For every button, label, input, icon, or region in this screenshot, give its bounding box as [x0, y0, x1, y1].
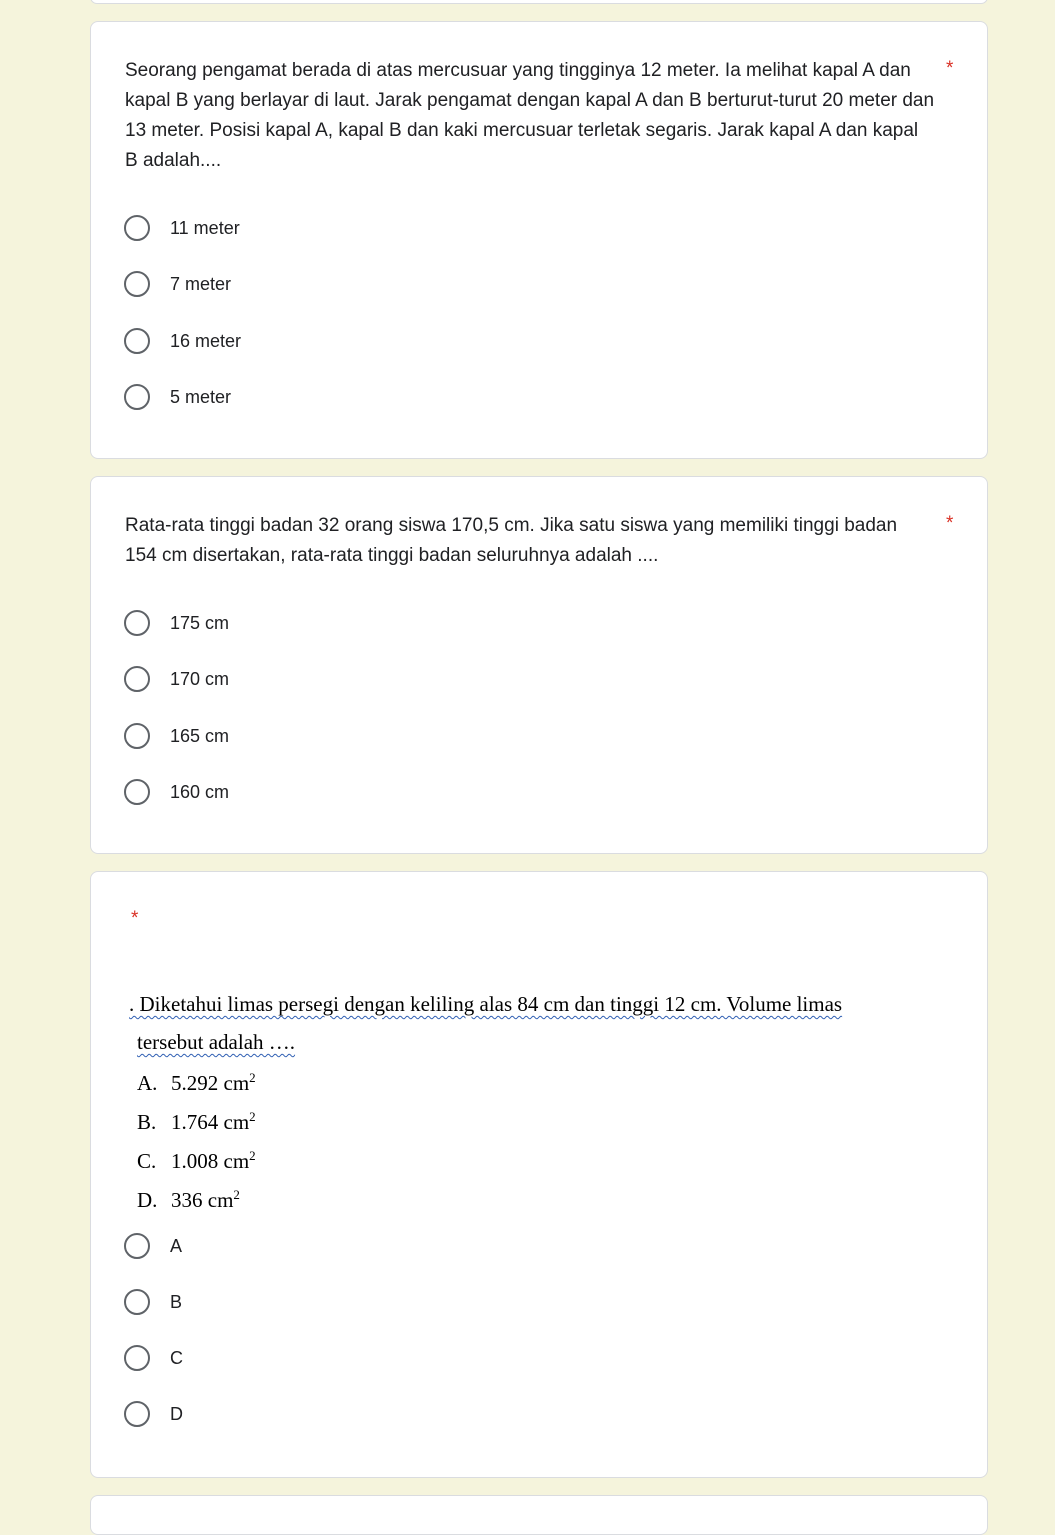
radio-circle-icon[interactable]	[124, 271, 150, 297]
option-radio[interactable]	[124, 1231, 182, 1261]
required-asterisk: *	[946, 58, 954, 79]
image-choice-a: A. 5.292 $cm^2$	[137, 1070, 256, 1095]
question-image-line-1: . Diketahui limas persegi dengan keliling alas 84 cm dan tinggi 12 cm. Volume limas	[129, 992, 843, 1016]
required-asterisk: *	[131, 908, 139, 929]
option-label: 165 cm	[170, 725, 230, 746]
option-radio[interactable]	[124, 213, 240, 243]
radio-circle-icon[interactable]	[124, 328, 150, 354]
option-label: B	[170, 1291, 183, 1312]
question-card-2	[90, 476, 988, 854]
required-asterisk: *	[946, 513, 954, 534]
question-text: Seorang pengamat berada di atas mercusuar yang tingginya 12 meter. Ia melihat kapal A dan kapal B yang berlayar di laut. Jarak pengamat dengan kapal A dan B berturut-turut 20 meter dan 13 meter. Posisi kapal A, kapal B dan kaki mercusuar terletak segaris. Jarak kapal A dan kapal B adalah....	[125, 60, 935, 171]
radio-circle-icon[interactable]	[124, 666, 150, 692]
next-question-card	[90, 1495, 988, 1535]
image-choice-c: C. 1.008 $cm^2$	[137, 1148, 256, 1173]
option-label: 170 cm	[170, 668, 230, 689]
option-label: A	[170, 1235, 183, 1256]
option-radio[interactable]	[124, 608, 229, 638]
option-label: 160 cm	[170, 781, 230, 802]
radio-circle-icon[interactable]	[124, 723, 150, 749]
option-radio[interactable]	[124, 1287, 182, 1317]
option-label: D	[170, 1403, 183, 1424]
radio-circle-icon[interactable]	[124, 1401, 150, 1427]
option-radio[interactable]	[124, 1343, 183, 1373]
radio-circle-icon[interactable]	[124, 779, 150, 805]
option-radio[interactable]	[124, 382, 231, 412]
option-radio[interactable]	[124, 664, 229, 694]
image-choice-b: B. 1.764 $cm^2$	[137, 1109, 256, 1134]
radio-circle-icon[interactable]	[124, 610, 150, 636]
radio-circle-icon[interactable]	[124, 1345, 150, 1371]
option-radio[interactable]	[124, 326, 241, 356]
option-label: 16 meter	[170, 330, 242, 351]
question-card-3	[90, 871, 988, 1478]
option-radio[interactable]	[124, 721, 229, 751]
question-image-line-2: tersebut adalah ….	[137, 1030, 296, 1054]
question-card-1	[90, 21, 988, 459]
radio-circle-icon[interactable]	[124, 215, 150, 241]
option-radio[interactable]	[124, 777, 229, 807]
option-label: 175 cm	[170, 612, 230, 633]
radio-circle-icon[interactable]	[124, 1233, 150, 1259]
option-label: 7 meter	[170, 273, 232, 294]
option-radio[interactable]	[124, 1399, 183, 1429]
option-label: 11 meter	[170, 217, 240, 238]
radio-circle-icon[interactable]	[124, 384, 150, 410]
radio-circle-icon[interactable]	[124, 1289, 150, 1315]
option-label: C	[170, 1347, 183, 1368]
option-radio[interactable]	[124, 269, 231, 299]
image-choice-d: D. 336 $cm^2$	[137, 1187, 240, 1212]
question-text: Rata-rata tinggi badan 32 orang siswa 170,5 cm. Jika satu siswa yang memiliki tinggi badan 154 cm disertakan, rata-rata tinggi badan seluruhnya adalah ....	[125, 515, 898, 566]
previous-question-card	[90, 0, 988, 4]
option-label: 5 meter	[170, 386, 232, 407]
